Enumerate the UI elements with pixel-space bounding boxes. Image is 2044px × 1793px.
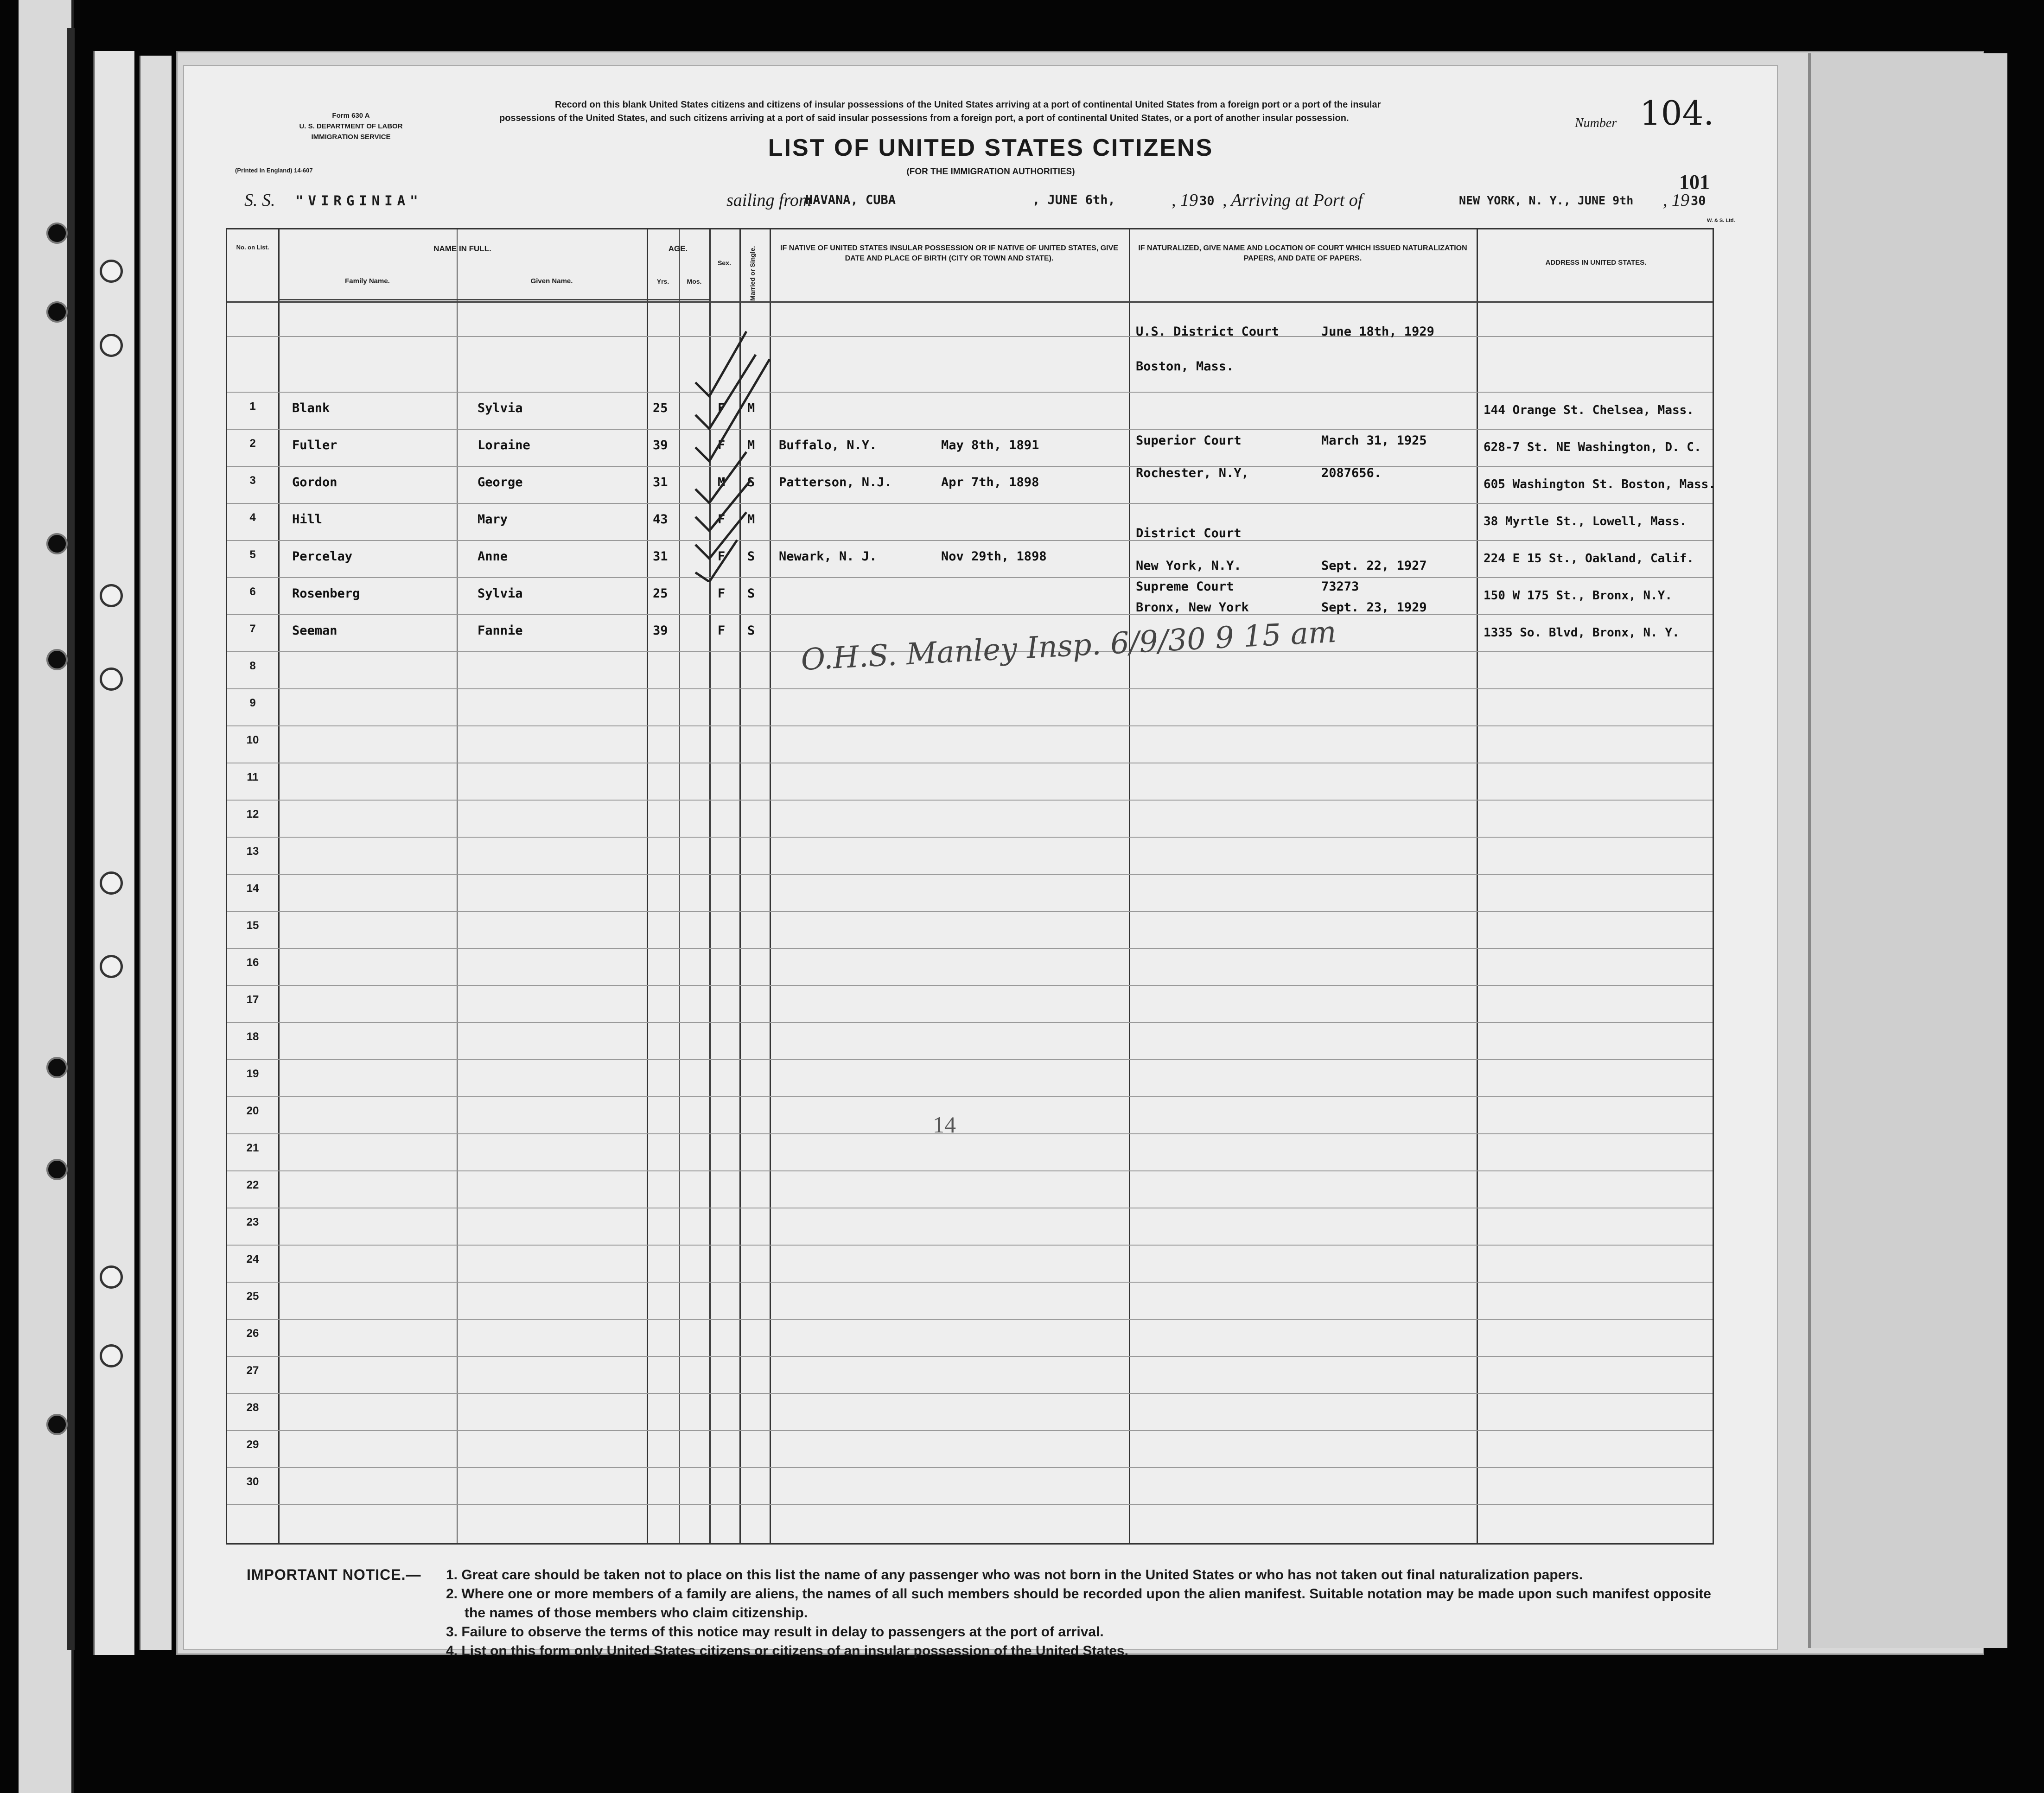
arrival-year-prefix: , 19 (1663, 191, 1689, 210)
age-years: 25 (653, 401, 668, 415)
row-rule (227, 1430, 1713, 1431)
number-label: Number (1575, 116, 1617, 130)
marital-status: M (747, 438, 755, 452)
naturalization-court: U.S. District Court (1136, 324, 1279, 339)
row-rule (227, 1282, 1713, 1283)
row-number: 12 (246, 808, 259, 820)
notice-item: 4. List on this form only United States citizens or citizens of an insular possession of the United States. (446, 1643, 1128, 1659)
age-years: 39 (653, 438, 668, 452)
row-number: 10 (246, 734, 259, 746)
row-number: 2 (249, 437, 256, 450)
row-rule (227, 577, 1713, 578)
birth-date: Apr 7th, 1898 (941, 475, 1039, 490)
row-number: 29 (246, 1438, 259, 1451)
naturalization-court: New York, N.Y. (1136, 559, 1242, 573)
row-rule (227, 1170, 1713, 1171)
row-number: 5 (249, 548, 256, 561)
row-rule (227, 336, 1713, 337)
family-name: Fuller (292, 438, 337, 452)
row-rule (227, 1467, 1713, 1468)
row-rule (227, 429, 1713, 430)
row-rule (227, 1096, 1713, 1097)
family-name: Gordon (292, 475, 337, 490)
row-number: 28 (246, 1401, 259, 1414)
sex: M (718, 475, 726, 490)
row-number: 1 (249, 400, 256, 413)
address: 628-7 St. NE Washington, D. C. (1484, 440, 1701, 454)
row-number: 14 (246, 882, 259, 895)
pencil-mark: 14 (933, 1112, 956, 1138)
header-age: AGE. (668, 244, 688, 253)
marital-status: M (747, 401, 755, 415)
arrival-port: NEW YORK, N. Y., JUNE 9th (1459, 194, 1634, 207)
sex: F (718, 623, 726, 638)
notice-item: 1. Great care should be taken not to place on this list the name of any passenger who was not born in the United States or who has not taken out final naturalization papers. (446, 1567, 1583, 1583)
row-rule (227, 1245, 1713, 1246)
family-name: Percelay (292, 549, 353, 564)
punch-hole (46, 223, 68, 244)
age-years: 39 (653, 623, 668, 638)
naturalization-court: Boston, Mass. (1136, 359, 1234, 374)
page-subtitle: (FOR THE IMMIGRATION AUTHORITIES) (906, 167, 1075, 177)
address: 224 E 15 St., Oakland, Calif. (1484, 552, 1694, 566)
age-years: 43 (653, 512, 668, 527)
header-sex: Sex. (718, 259, 731, 267)
header-list-number: No. on List. (236, 244, 269, 251)
naturalization-date: 2087656. (1321, 466, 1382, 480)
voyage-line (244, 190, 1728, 218)
binder-ring (100, 955, 123, 978)
sex: F (718, 512, 726, 527)
row-rule (227, 540, 1713, 541)
row-rule (227, 688, 1713, 689)
header-birth-info: IF NATIVE OF UNITED STATES INSULAR POSSESSION OR IF NATIVE OF UNITED STATES, GIVE DATE AND PLACE OF BIRTH (CITY OR TOWN AND STATE). (780, 244, 1118, 262)
birth-place: Patterson, N.J. (779, 475, 892, 490)
binder-ring (100, 1265, 123, 1289)
row-number: 3 (249, 474, 256, 487)
row-number: 15 (246, 919, 259, 932)
binder-spine (67, 28, 75, 1650)
notice-item: 3. Failure to observe the terms of this notice may result in delay to passengers at the port of arrival. (446, 1624, 1104, 1640)
row-number: 24 (246, 1253, 259, 1265)
header-naturalization: IF NATURALIZED, GIVE NAME AND LOCATION OF COURT WHICH ISSUED NATURALIZATION PAPERS, AND DATE OF PAPERS. (1138, 244, 1467, 262)
binder-ring (100, 1344, 123, 1367)
passenger-table (226, 228, 1714, 1545)
punch-hole (46, 1414, 68, 1435)
punch-hole (46, 533, 68, 554)
row-number: 9 (249, 697, 256, 709)
notice-heading: IMPORTANT NOTICE.— (247, 1566, 421, 1583)
sex: F (718, 401, 726, 415)
check-marks (691, 322, 788, 582)
list-number: 104. (1640, 94, 1714, 133)
row-rule (227, 1022, 1713, 1023)
binder-ring (100, 871, 123, 895)
naturalization-court: Supreme Court (1136, 579, 1234, 594)
row-number: 22 (246, 1179, 259, 1191)
family-name: Hill (292, 512, 323, 527)
punch-hole (46, 1057, 68, 1078)
address: 1335 So. Blvd, Bronx, N. Y. (1484, 626, 1680, 640)
row-number: 19 (246, 1068, 259, 1080)
naturalization-date: Sept. 23, 1929 (1321, 600, 1427, 615)
age-years: 31 (653, 549, 668, 564)
row-number: 8 (249, 660, 256, 672)
record-instructions: Record on this blank United States citizens and citizens of insular possessions of the United States arriving at a port of continental United States from a foreign port or a port of the insular possessions of the United States, and such citizens arriving at a port of said insular possessions from a foreign port, a port of continental United States, or a port of another insular possession. (499, 100, 1381, 123)
marital-status: S (747, 549, 755, 564)
row-rule (227, 1319, 1713, 1320)
row-rule (227, 466, 1713, 467)
row-rule (227, 1133, 1713, 1134)
given-name: Fannie (478, 623, 523, 638)
row-rule (227, 874, 1713, 875)
row-rule (227, 392, 1713, 393)
address: 144 Orange St. Chelsea, Mass. (1484, 403, 1694, 417)
row-rule (227, 985, 1713, 986)
given-name: Loraine (478, 438, 530, 452)
ss-label: S. S. (244, 191, 275, 210)
header-family-name: Family Name. (345, 277, 390, 285)
header-years: Yrs. (656, 278, 669, 285)
family-name: Blank (292, 401, 330, 415)
naturalization-date: 73273 (1321, 579, 1359, 594)
birth-place: Buffalo, N.Y. (779, 438, 877, 452)
sailing-year-prefix: , 19 (1172, 191, 1198, 210)
form-identification (212, 110, 490, 142)
address: 150 W 175 St., Bronx, N.Y. (1484, 589, 1672, 603)
given-name: Anne (478, 549, 508, 564)
arriving-label: , Arriving at Port of (1223, 191, 1363, 210)
sailing-date: , JUNE 6th, (1032, 193, 1115, 207)
row-number: 26 (246, 1327, 259, 1340)
naturalization-court: Rochester, N.Y, (1136, 466, 1249, 480)
row-number: 27 (246, 1364, 259, 1377)
row-number: 7 (249, 623, 256, 635)
binder-ring (100, 668, 123, 691)
binder-leaf (93, 51, 134, 1655)
notice-items (446, 1565, 1726, 1660)
row-number: 11 (247, 771, 259, 783)
row-number: 13 (246, 845, 259, 858)
row-rule (227, 911, 1713, 912)
naturalization-court: District Court (1136, 526, 1242, 540)
row-rule (227, 503, 1713, 504)
age-years: 31 (653, 475, 668, 490)
header-address: ADDRESS IN UNITED STATES. (1545, 259, 1647, 267)
department-name: U. S. DEPARTMENT OF LABOR (299, 122, 403, 130)
family-name: Seeman (292, 623, 337, 638)
row-rule (227, 1393, 1713, 1394)
row-rule (227, 1504, 1713, 1505)
row-rule (227, 614, 1713, 615)
manifest-page (183, 65, 1778, 1659)
given-name: Sylvia (478, 401, 523, 415)
header-months: Mos. (687, 278, 702, 285)
sex: F (718, 549, 726, 564)
header-given-name: Given Name. (530, 277, 573, 285)
naturalization-date: June 18th, 1929 (1321, 324, 1434, 339)
row-number: 16 (246, 956, 259, 969)
row-number: 23 (246, 1216, 259, 1228)
binder-leaf (139, 56, 172, 1650)
row-number: 30 (246, 1475, 259, 1488)
punch-hole (46, 649, 68, 670)
naturalization-court: Superior Court (1136, 433, 1242, 448)
birth-date: Nov 29th, 1898 (941, 549, 1047, 564)
inspector-signature: O.H.S. Manley Insp. 6/9/30 9 15 am (800, 615, 1337, 678)
row-number: 17 (246, 993, 259, 1006)
naturalization-date: March 31, 1925 (1321, 433, 1427, 448)
row-rule (227, 948, 1713, 949)
ship-name: "VIRGINIA" (295, 193, 423, 209)
given-name: George (478, 475, 523, 490)
sailing-label: sailing from (726, 191, 812, 210)
given-name: Mary (478, 512, 508, 527)
address: 605 Washington St. Boston, Mass. (1484, 477, 1716, 491)
row-rule (227, 725, 1713, 726)
sailing-year: 30 (1199, 194, 1215, 208)
sheet-number: 101 (1679, 171, 1710, 193)
row-rule (227, 1059, 1713, 1060)
header-marital-status: Married or Single. (749, 246, 756, 301)
row-number: 25 (246, 1290, 259, 1303)
binder-ring (100, 334, 123, 357)
marital-status: S (747, 586, 755, 601)
header-name: NAME IN FULL. (433, 244, 491, 253)
marital-status: M (747, 512, 755, 527)
page-title: LIST OF UNITED STATES CITIZENS (768, 134, 1214, 161)
printer-mark: (Printed in England) 14-607 (235, 167, 313, 174)
row-rule (227, 800, 1713, 801)
given-name: Sylvia (478, 586, 523, 601)
punch-hole (46, 301, 68, 323)
birth-date: May 8th, 1891 (941, 438, 1039, 452)
notice-item: 2. Where one or more members of a family are aliens, the names of all such members should be recorded upon the alien manifest. Suitable notation may be made upon such manifest opposite the names of those members who claim citizenship. (446, 1586, 1711, 1621)
naturalization-court: Bronx, New York (1136, 600, 1249, 615)
sex: F (718, 586, 726, 601)
row-rule (227, 837, 1713, 838)
punch-hole (46, 1159, 68, 1180)
age-years: 25 (653, 586, 668, 601)
binder-ring (100, 260, 123, 283)
departure-port: HAVANA, CUBA (805, 193, 896, 207)
naturalization-date: Sept. 22, 1927 (1321, 559, 1427, 573)
row-number: 21 (246, 1142, 259, 1154)
row-number: 4 (249, 511, 256, 524)
birth-place: Newark, N. J. (779, 549, 877, 564)
family-name: Rosenberg (292, 586, 360, 601)
row-number: 6 (249, 585, 256, 598)
printer-code: W. & S. Ltd. (1707, 218, 1735, 223)
marital-status: S (747, 623, 755, 638)
binder-strip (19, 0, 74, 1793)
row-rule (227, 1356, 1713, 1357)
arrival-year: 30 (1691, 194, 1706, 208)
marital-status: S (747, 475, 755, 490)
binder-ring (100, 584, 123, 607)
form-number: Form 630 A (332, 112, 370, 120)
underlying-sheet-edge (1808, 53, 2007, 1648)
row-number: 20 (246, 1105, 259, 1117)
sex: F (718, 438, 726, 452)
address: 38 Myrtle St., Lowell, Mass. (1484, 515, 1687, 528)
service-name: IMMIGRATION SERVICE (311, 133, 391, 141)
row-number: 18 (246, 1030, 259, 1043)
